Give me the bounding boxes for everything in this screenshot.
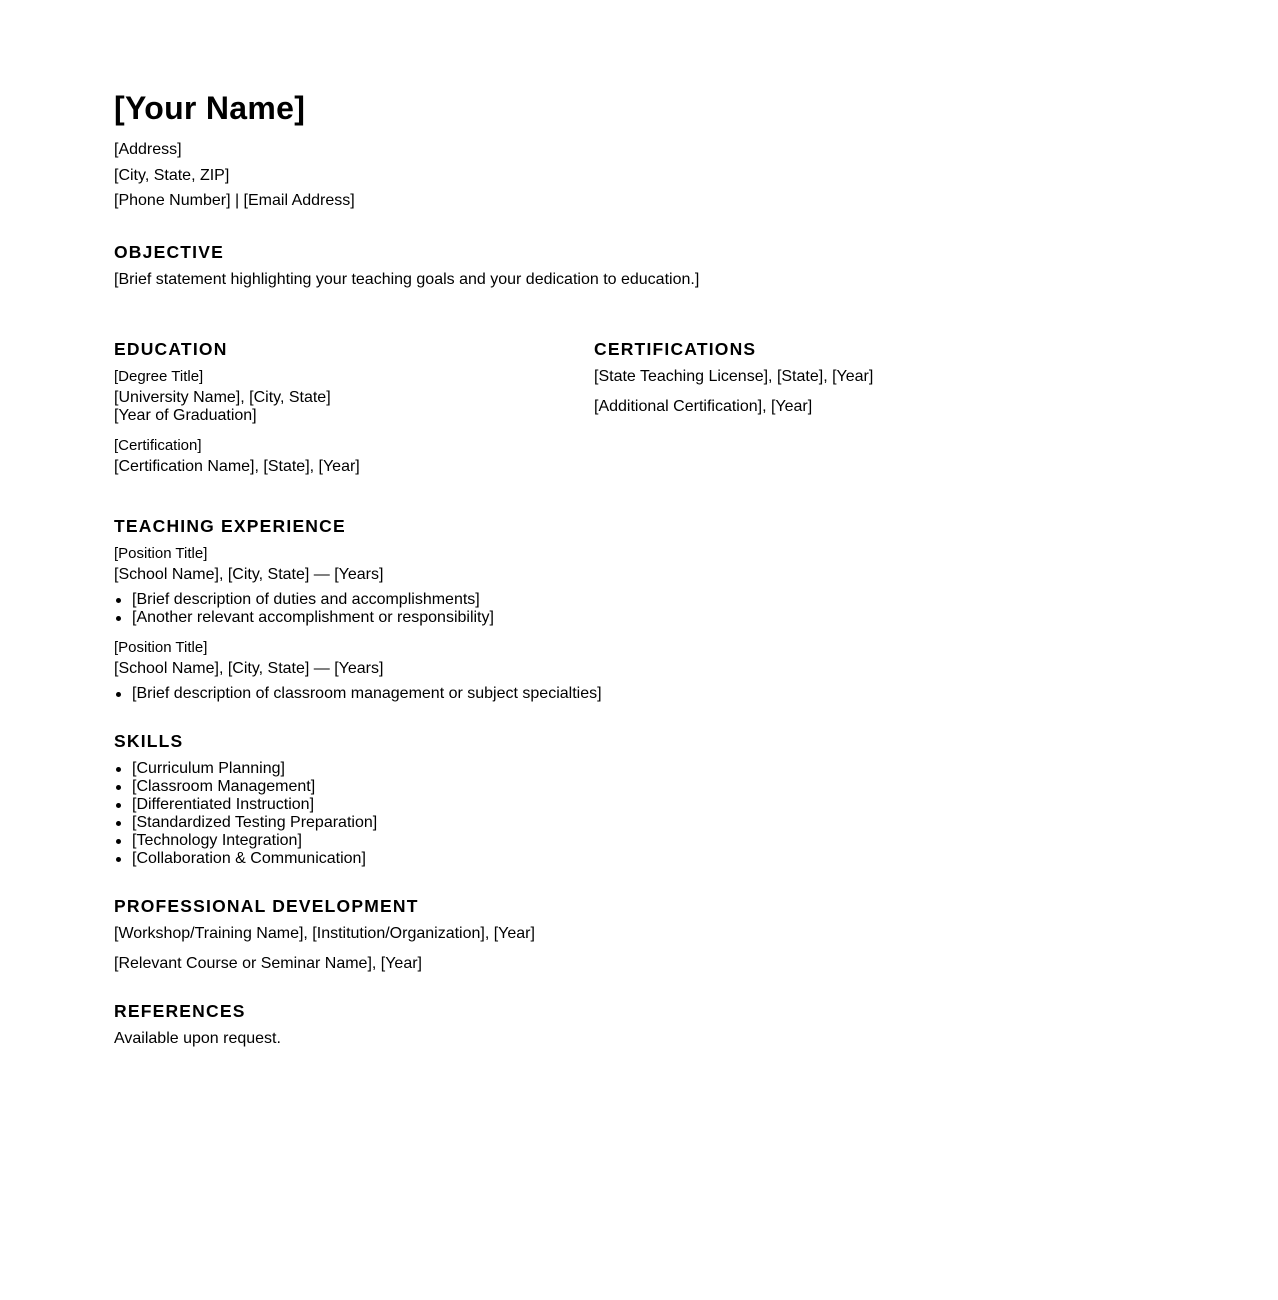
degree-title: [Degree Title] xyxy=(114,368,204,385)
skills-list xyxy=(114,760,377,868)
skills-heading: SKILLS xyxy=(114,731,184,751)
skill-item: [Classroom Management] xyxy=(114,778,377,796)
skill-item: [Curriculum Planning] xyxy=(114,760,377,778)
resume-name: [Your Name] xyxy=(114,90,306,126)
certification-item: [Additional Certification], [Year] xyxy=(594,398,813,415)
certification-item: [State Teaching License], [State], [Year] xyxy=(594,368,874,385)
certification-detail: [Certification Name], [State], [Year] xyxy=(114,458,360,475)
list-item: [Brief description of classroom management or subject specialties] xyxy=(114,685,602,703)
position-title: [Position Title] xyxy=(114,545,208,562)
skill-item: [Differentiated Instruction] xyxy=(114,796,377,814)
teaching-experience-heading: TEACHING EXPERIENCE xyxy=(114,516,346,536)
city-state-zip-line: [City, State, ZIP] xyxy=(114,167,230,184)
position-title: [Position Title] xyxy=(114,639,208,656)
objective-heading: OBJECTIVE xyxy=(114,242,224,262)
pd-item: [Relevant Course or Seminar Name], [Year] xyxy=(114,955,422,972)
university-line: [University Name], [City, State] xyxy=(114,389,331,406)
phone-email-line: [Phone Number] | [Email Address] xyxy=(114,192,355,209)
list-item: [Brief description of duties and accomplishments] xyxy=(114,591,494,609)
certifications-heading: CERTIFICATIONS xyxy=(594,339,757,359)
references-heading: REFERENCES xyxy=(114,1001,246,1021)
skill-item: [Technology Integration] xyxy=(114,832,377,850)
certification-label: [Certification] xyxy=(114,437,202,454)
objective-text: [Brief statement highlighting your teaching goals and your dedication to education.] xyxy=(114,271,700,288)
professional-development-heading: PROFESSIONAL DEVELOPMENT xyxy=(114,896,419,916)
skill-item: [Standardized Testing Preparation] xyxy=(114,814,377,832)
list-item: [Another relevant accomplishment or responsibility] xyxy=(114,609,494,627)
references-text: Available upon request. xyxy=(114,1030,281,1047)
pd-item: [Workshop/Training Name], [Institution/Organization], [Year] xyxy=(114,925,535,942)
education-heading: EDUCATION xyxy=(114,339,228,359)
school-line: [School Name], [City, State] — [Years] xyxy=(114,566,384,583)
graduation-year: [Year of Graduation] xyxy=(114,407,257,424)
skill-item: [Collaboration & Communication] xyxy=(114,850,377,868)
address-line: [Address] xyxy=(114,141,182,158)
school-line: [School Name], [City, State] — [Years] xyxy=(114,660,384,677)
position-bullets xyxy=(114,685,602,703)
position-bullets xyxy=(114,591,494,627)
